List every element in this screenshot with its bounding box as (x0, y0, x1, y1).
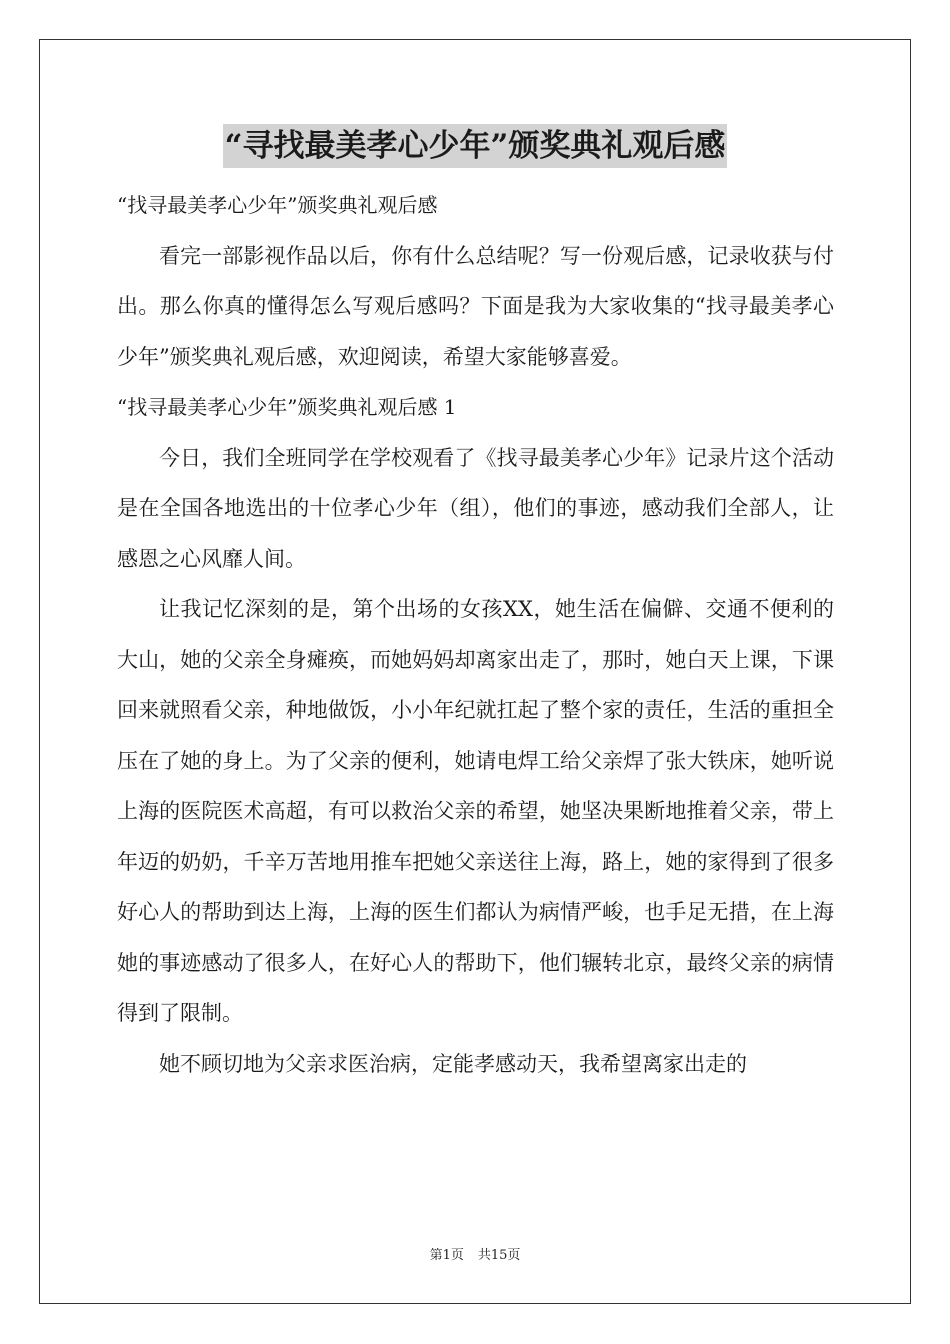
body-paragraph-2: 让我记忆深刻的是，第个出场的女孩XX，她生活在偏僻、交通不便利的大山，她的父亲全身瘫痪，而她妈妈却离家出走了，那时，她白天上课，下课回来就照看父亲，种地做饭，小小年纪就扛起了整个家的责任，生活的重担全压在了她的身上。为了父亲的便利，她请电焊工给父亲焊了张大铁床，她听说上海的医院医术高超，有可以救治父亲的希望，她坚决果断地推着父亲，带上年迈的奶奶，千辛万苦地用推车把她父亲送往上海，路上，她的家得到了很多好心人的帮助到达上海，上海的医生们都认为病情严峻，也手足无措，在上海她的事迹感动了很多人，在好心人的帮助下，他们辗转北京，最终父亲的病情得到了限制。 (117, 597, 834, 1025)
section-heading: “找寻最美孝心少年”颁奖典礼观后感 1 (117, 395, 457, 419)
document-title: “寻找最美孝心少年”颁奖典礼观后感 (223, 124, 728, 168)
page-total: 共15页 (477, 1248, 521, 1263)
page-number: 第1页 (429, 1248, 464, 1263)
intro-paragraph: 看完一部影视作品以后，你有什么总结呢？写一份观后感，记录收获与付出。那么你真的懂得怎么写观后感吗？下面是我为大家收集的“找寻最美孝心少年”颁奖典礼观后感，欢迎阅读，希望大家能够喜爱。 (117, 243, 834, 369)
title-container (0, 124, 950, 168)
page-footer (0, 1244, 950, 1263)
document-subtitle: “找寻最美孝心少年”颁奖典礼观后感 (117, 193, 438, 217)
document-body (117, 180, 834, 1089)
body-paragraph-1: 今日，我们全班同学在学校观看了《找寻最美孝心少年》记录片这个活动是在全国各地选出的十位孝心少年（组），他们的事迹，感动我们全部人，让感恩之心风靡人间。 (117, 445, 834, 571)
body-paragraph-3: 她不顾切地为父亲求医治病，定能孝感动天，我希望离家出走的 (159, 1051, 747, 1076)
